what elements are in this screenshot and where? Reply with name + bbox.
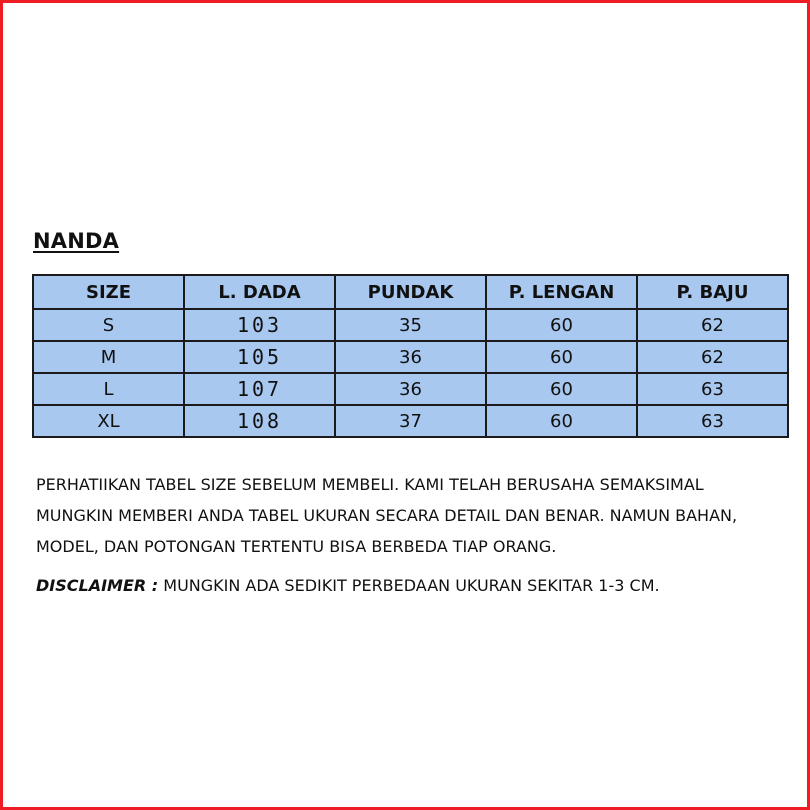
header-pundak: PUNDAK [335, 275, 486, 309]
cell-panjang-baju: 62 [637, 341, 788, 373]
table-row [33, 373, 788, 405]
cell-size: S [33, 309, 184, 341]
cell-panjang-lengan: 60 [486, 341, 637, 373]
table-row [33, 405, 788, 437]
header-lebar-dada: L. DADA [184, 275, 335, 309]
cell-pundak: 35 [335, 309, 486, 341]
cell-size: L [33, 373, 184, 405]
cell-size: M [33, 341, 184, 373]
cell-panjang-lengan: 60 [486, 309, 637, 341]
cell-panjang-lengan: 60 [486, 373, 637, 405]
cell-pundak: 36 [335, 341, 486, 373]
notes-section [36, 469, 776, 601]
cell-pundak: 36 [335, 373, 486, 405]
header-panjang-lengan: P. LENGAN [486, 275, 637, 309]
disclaimer-label: DISCLAIMER : [36, 576, 159, 595]
cell-panjang-baju: 63 [637, 405, 788, 437]
header-size: SIZE [33, 275, 184, 309]
cell-pundak: 37 [335, 405, 486, 437]
cell-panjang-baju: 63 [637, 373, 788, 405]
table-row [33, 309, 788, 341]
cell-panjang-baju: 62 [637, 309, 788, 341]
size-chart-table [32, 274, 789, 438]
cell-lebar-dada: 105 [184, 341, 335, 373]
cell-panjang-lengan: 60 [486, 405, 637, 437]
table-header-row [33, 275, 788, 309]
disclaimer [36, 570, 776, 601]
table-row [33, 341, 788, 373]
disclaimer-text: MUNGKIN ADA SEDIKIT PERBEDAAN UKURAN SEKITAR 1-3 CM. [163, 576, 660, 595]
cell-lebar-dada: 108 [184, 405, 335, 437]
cell-size: XL [33, 405, 184, 437]
cell-lebar-dada: 107 [184, 373, 335, 405]
notes-paragraph: PERHATIIKAN TABEL SIZE SEBELUM MEMBELI. KAMI TELAH BERUSAHA SEMAKSIMAL MUNGKIN MEMBERI ANDA TABEL UKURAN SECARA DETAIL DAN BENAR. NAMUN BAHAN, MODEL, DAN POTONGAN TERTENTU BISA BERBEDA TIAP ORANG. [36, 475, 738, 556]
cell-lebar-dada: 103 [184, 309, 335, 341]
product-title: NANDA [33, 229, 120, 253]
header-panjang-baju: P. BAJU [637, 275, 788, 309]
